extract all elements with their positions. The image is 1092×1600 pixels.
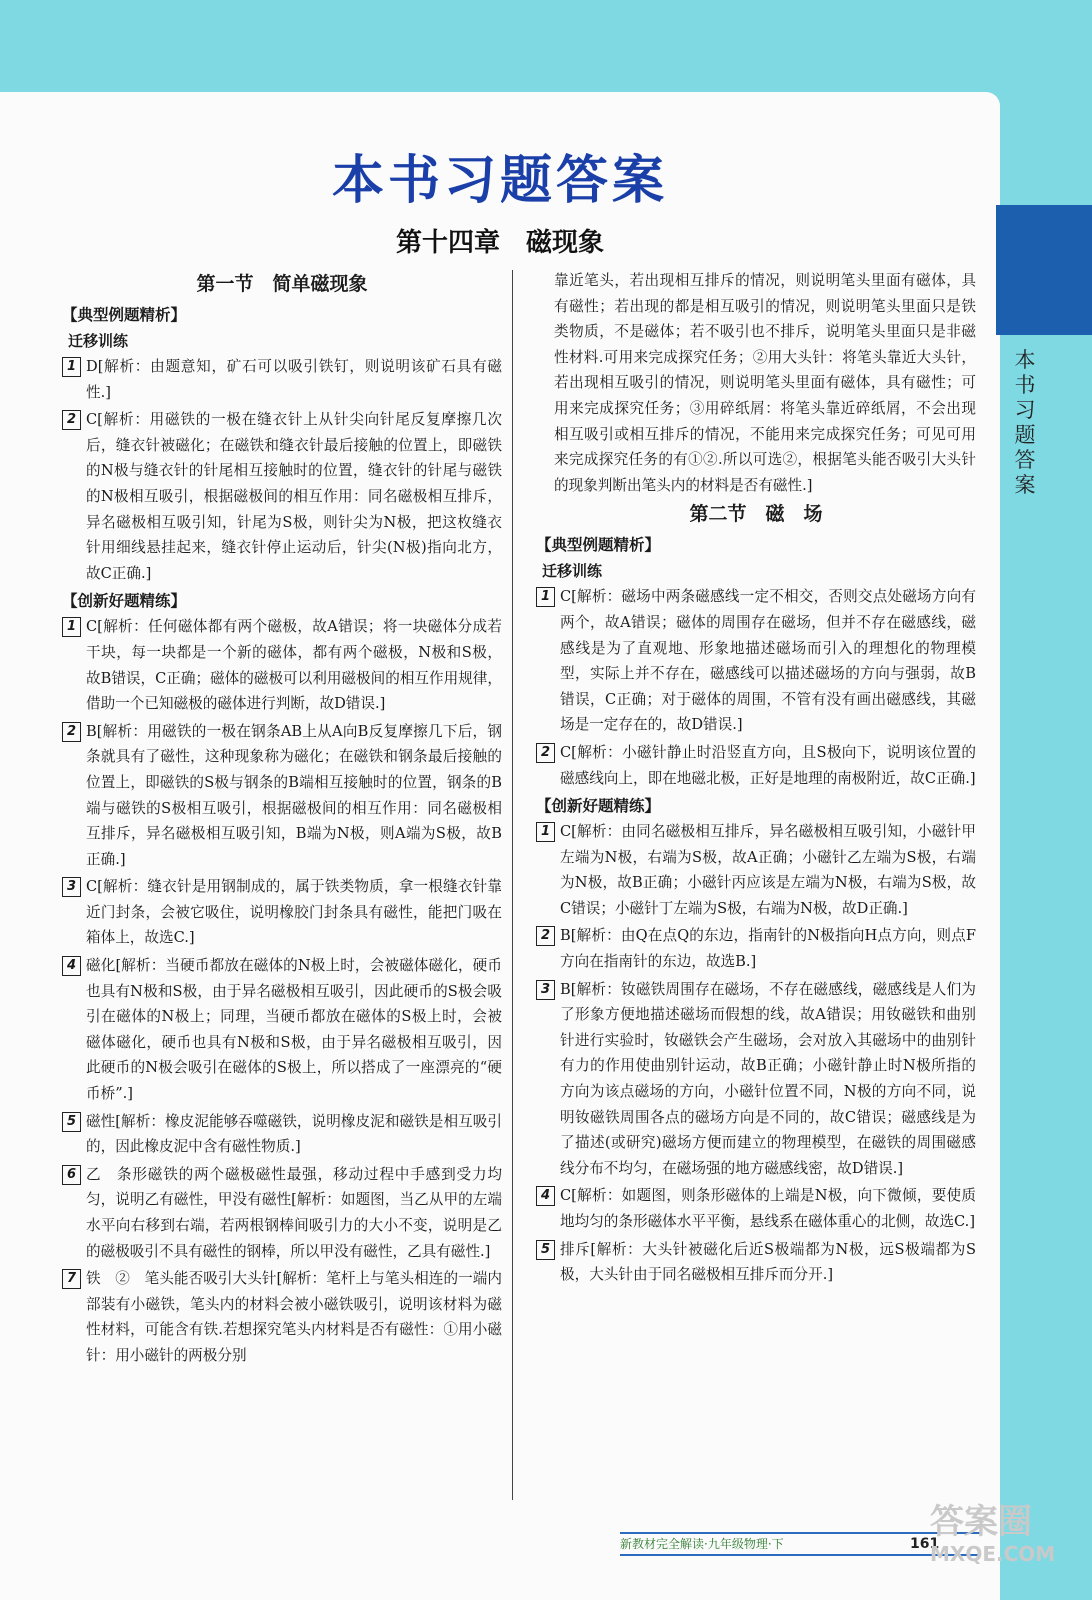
answer-item: 7 铁 ② 笔头能否吸引大头针[解析：笔杆上与笔头相连的一端内部装有小磁铁，笔头内的材料会被小磁铁吸引，说明该材料为磁性材料，可能含有铁.若想探究笔头内材料是否有磁性：①用小磁针：用小磁针的两极分别 [62,1266,502,1368]
left-column [62,268,502,1371]
side-tab-label: 本 书 习 题 答 案 [1014,348,1036,497]
answer-item: 1 C[解析：由同名磁极相互排斥，异名磁极相互吸引知，小磁针甲左端为N极，右端为S极，故A正确；小磁针乙左端为S极，右端为N极，故B正确；小磁针丙应该是左端为N极，右端为S极，故C错误；小磁针丁左端为S极，右端为N极，故D正确.] [536,819,976,921]
item-number-icon: 3 [536,980,555,1000]
answer-item: 3 C[解析：缝衣针是用钢制成的，属于铁类物质，拿一根缝衣针靠近门封条，会被它吸住，说明橡胶门封条具有磁性，能把门吸在箱体上，故选C.] [62,874,502,951]
subheading-transfer-training: 迁移训练 [68,332,129,350]
answer-item: 4 C[解析：如题图，则条形磁体的上端是N极，向下微倾，要使质地均匀的条形磁体水平平衡，悬线系在磁体重心的北侧，故选C.] [536,1183,976,1234]
item-number-icon: 2 [62,722,81,742]
column-divider [512,270,513,1500]
item-number-icon: 2 [536,743,555,763]
item-number-icon: 6 [62,1165,81,1185]
item-number-icon: 1 [536,822,555,842]
section-title-2: 第二节 磁 场 [689,503,823,526]
page-number: 161 [910,1536,940,1552]
answer-item: 2 B[解析：用磁铁的一极在钢条AB上从A向B反复摩擦几下后，钢条就具有了磁性，这种现象称为磁化；在磁铁和钢条最后接触的位置上，即磁铁的S极与钢条的B端相互接触时的位置，钢条的B端与磁铁的S极相互吸引，根据磁极间的相互作用：同名磁极相互排斥，异名磁极相互吸引知，B端为N极，则A端为S极，故B正确.] [62,719,502,873]
item-number-icon: 1 [62,357,81,377]
item-number-icon: 7 [62,1269,81,1289]
heading-innovative-problems: 【创新好题精练】 [536,797,661,816]
item-number-icon: 4 [62,956,81,976]
watermark-logo: 答案圈 MXQE.COM [930,1502,1056,1566]
answer-item: 2 C[解析：小磁针静止时沿竖直方向，且S极向下，说明该位置的磁感线向上，即在地磁北极，正好是地理的南极附近，故C正确.] [536,740,976,791]
side-tab [996,205,1092,335]
answer-item: 6 乙 条形磁铁的两个磁极磁性最强，移动过程中手感到受力均匀，说明乙有磁性，甲没有磁性[解析：如题图，当乙从甲的左端水平向右移到右端，若两根钢棒间吸引力的大小不变，说明是乙的磁极吸引不具有磁性的钢棒，所以甲没有磁性，乙具有磁性.] [62,1162,502,1264]
answer-item: 5 排斥[解析：大头针被磁化后近S极端都为N极，远S极端都为S极，大头针由于同名磁极相互排斥而分开.] [536,1237,976,1288]
answer-item: 5 磁性[解析：橡皮泥能够吞噬磁铁，说明橡皮泥和磁铁是相互吸引的，因此橡皮泥中含有磁性物质.] [62,1109,502,1160]
item-number-icon: 5 [62,1112,81,1132]
item-number-icon: 2 [62,410,81,430]
continued-answer: 靠近笔头，若出现相互排斥的情况，则说明笔头里面有磁体，具有磁性；若出现的都是相互吸引的情况，则说明笔头里面只是铁类物质，不是磁体；若不吸引也不排斥，说明笔头里面只是非磁性材料.可用来完成探究任务；②用大头针：将笔头靠近大头针，若出现相互吸引的情况，则说明笔头里面有磁体，具有磁性；可用来完成探究任务；③用碎纸屑：将笔头靠近碎纸屑，不会出现相互吸引或相互排斥的情况，不能用来完成探究任务；可见可用来完成探究任务的有①②.所以可选②，根据笔头能否吸引大头针的现象判断出笔头内的材料是否有磁性.] [554,272,976,494]
item-number-icon: 5 [536,1240,555,1260]
chapter-title: 第十四章 磁现象 [395,228,604,258]
subheading-transfer-training: 迁移训练 [542,562,603,581]
answer-item: 4 磁化[解析：当硬币都放在磁体的N极上时，会被磁体磁化，硬币也具有N极和S极，由于异名磁极相互吸引，因此硬币的S极会吸引在磁体的N极上；同理，当硬币都放在磁体的S极上时，会被磁体磁化，硬币也具有N极和S极，由于异名磁极相互吸引，因此硬币的N极会吸引在磁体的S极上，所以搭成了一座漂亮的“硬币桥”.] [62,953,502,1107]
heading-innovative-problems: 【创新好题精练】 [62,592,187,611]
answer-item: 3 B[解析：钕磁铁周围存在磁场，不存在磁感线，磁感线是人们为了形象方便地描述磁场而假想的线，故A错误；用钕磁铁和曲别针进行实验时，钕磁铁会产生磁场，会对放入其磁场中的曲别针有力的作用使曲别针运动，故B正确；小磁针静止时N极所指的方向为该点磁场的方向，小磁针位置不同，N极的方向不同，说明钕磁铁周围各点的磁场方向是不同的，故C错误；磁感线是为了描述(或研究)磁场方便而建立的物理模型，在磁铁的周围磁感线分布不均匀，在磁场强的地方磁感线密，故D错误.] [536,977,976,1182]
answer-item: 2 C[解析：用磁铁的一极在缝衣针上从针尖向针尾反复摩擦几次后，缝衣针被磁化；在磁铁和缝衣针最后接触的位置上，即磁铁的N极与缝衣针的针尾相互接触时的位置，缝衣针的针尾与磁铁的N极相互吸引，根据磁极间的相互作用：同名磁极相互排斥，异名磁极相互吸引知，针尾为S极，则针尖为N极，把这枚缝衣针用细线悬挂起来，缝衣针停止运动后，针尖(N极)指向北方，故C正确.] [62,407,502,586]
answer-item: 1 C[解析：磁场中两条磁感线一定不相交，否则交点处磁场方向有两个，故A错误；磁体的周围存在磁场，但并不存在磁感线，磁感线是为了直观地、形象地描述磁场而引入的理想化的物理模型，实际上并不存在，磁感线可以描述磁场的方向与强弱，故B错误，C正确；对于磁体的周围，不管有没有画出磁感线，其磁场是一定存在的，故D错误.] [536,584,976,738]
answer-item: 1 D[解析：由题意知，矿石可以吸引铁钉，则说明该矿石具有磁性.] [62,354,502,405]
item-number-icon: 3 [62,877,81,897]
heading-typical-examples: 【典型例题精析】 [536,536,661,555]
page-footer [620,1532,980,1556]
item-number-icon: 1 [62,617,81,637]
item-number-icon: 4 [536,1186,555,1206]
section-title-1: 第一节 简单磁现象 [196,273,368,295]
footer-series: 新教材完全解读·九年级物理·下 [620,1537,784,1551]
right-column [536,268,976,1290]
item-number-icon: 2 [536,926,555,946]
heading-typical-examples: 【典型例题精析】 [62,306,187,324]
answer-item: 2 B[解析：由Q在点Q的东边，指南针的N极指向H点方向，则点F方向在指南针的东边，故选B.] [536,923,976,974]
answer-item: 1 C[解析：任何磁体都有两个磁极，故A错误；将一块磁体分成若干块，每一块都是一个新的磁体，都有两个磁极，N极和S极，故B错误，C正确；磁体的磁极可以利用磁极间的相互作用规律，借助一个已知磁极的磁体进行判断，故D错误.] [62,614,502,716]
page-title: 本书习题答案 [331,151,668,211]
item-number-icon: 1 [536,587,555,607]
